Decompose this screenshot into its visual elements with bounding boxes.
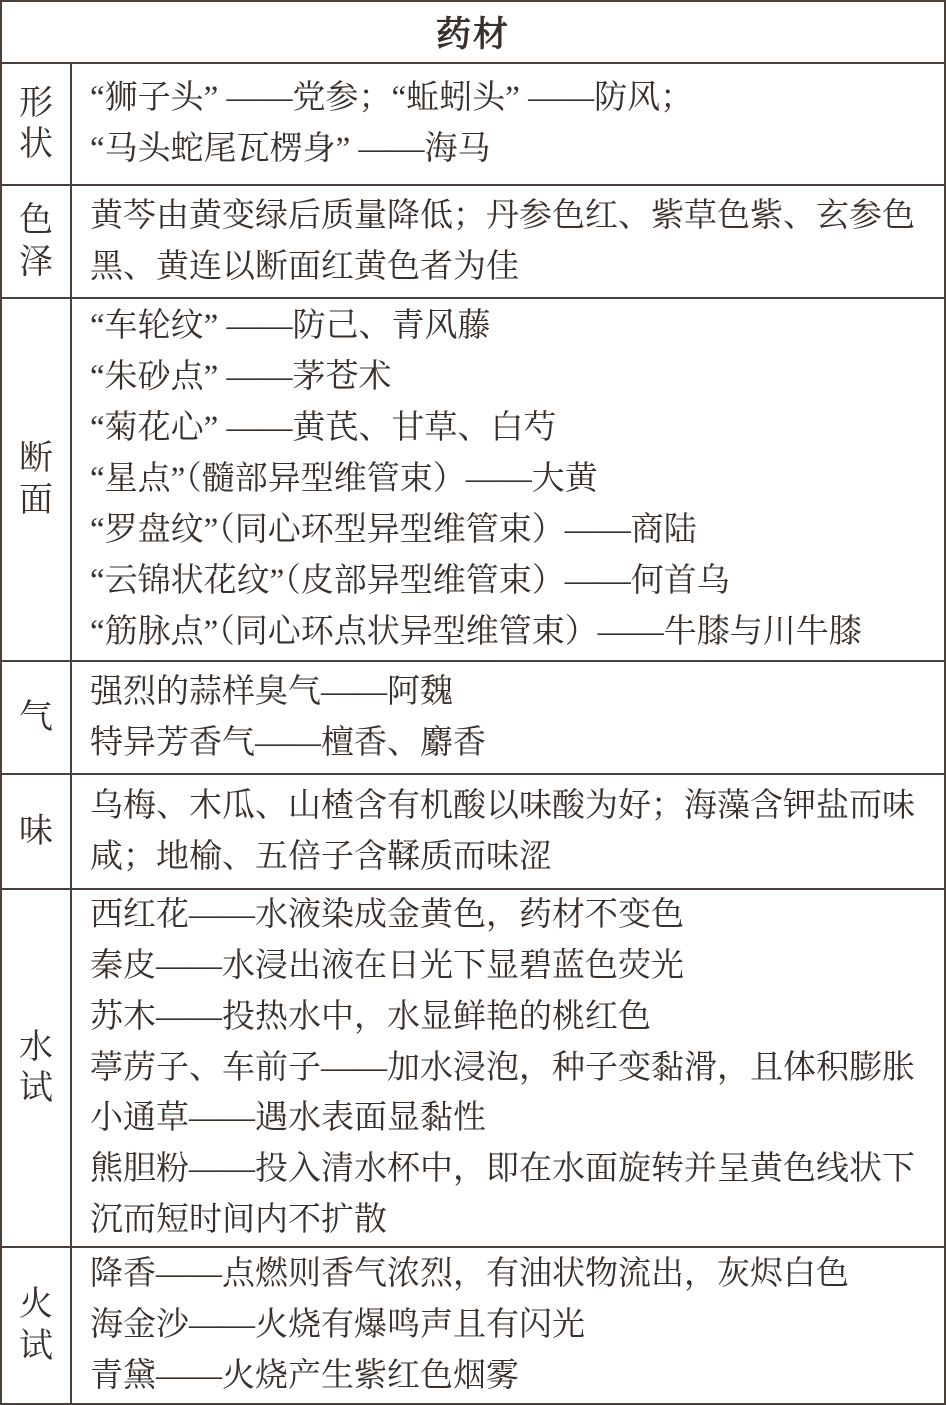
table-row-shape bbox=[2, 62, 944, 184]
table-row-fire-test bbox=[2, 1246, 944, 1403]
row-label-cell bbox=[2, 1248, 72, 1403]
table-row-cross-section bbox=[2, 297, 944, 660]
content-line: “马头蛇尾瓦楞身” ——海马 bbox=[90, 131, 491, 167]
table-row-color bbox=[2, 184, 944, 297]
content-line: 黑、黄连以断面红黄色者为佳 bbox=[90, 248, 519, 285]
content-line: “菊花心” ——黄芪、甘草、白芍 bbox=[90, 410, 557, 446]
row-content-fire-test bbox=[72, 1248, 944, 1403]
row-content-shape bbox=[72, 64, 944, 184]
content-line: 秦皮——水浸出液在日光下显碧蓝色荧光 bbox=[90, 947, 684, 984]
content-line: “云锦状花纹”（皮部异型维管束）——何首乌 bbox=[90, 563, 730, 599]
row-label-water-test: 水试 bbox=[19, 1028, 53, 1107]
content-line: 小通草——遇水表面显黏性 bbox=[90, 1100, 486, 1137]
content-line: 苏木——投热水中，水显鲜艳的桃红色 bbox=[90, 998, 651, 1035]
content-line: “狮子头” ——党参；“蚯蚓头” ——防风； bbox=[90, 80, 694, 116]
row-label-taste: 味 bbox=[19, 812, 53, 850]
row-content-color bbox=[72, 186, 944, 297]
content-line: 特异芳香气——檀香、麝香 bbox=[90, 724, 486, 761]
content-line: 葶苈子、车前子——加水浸泡，种子变黏滑，且体积膨胀 bbox=[90, 1049, 915, 1086]
table-row-smell bbox=[2, 660, 944, 773]
content-line: 黄芩由黄变绿后质量降低；丹参色红、紫草色紫、玄参色 bbox=[90, 197, 915, 234]
content-line: 熊胆粉——投入清水杯中，即在水面旋转并呈黄色线状下 bbox=[90, 1151, 915, 1188]
row-label-cross-section: 断面 bbox=[19, 440, 53, 519]
content-line: “筋脉点”（同心环点状异型维管束）——牛膝与川牛膝 bbox=[90, 614, 862, 650]
row-label-fire-test: 火试 bbox=[19, 1286, 53, 1365]
table-title: 药材 bbox=[435, 15, 510, 54]
row-label-color: 色泽 bbox=[19, 202, 53, 281]
content-line: “朱砂点” ——茅苍术 bbox=[90, 359, 392, 395]
row-label-smell: 气 bbox=[19, 698, 53, 736]
content-line: 强烈的蒜样臭气——阿魏 bbox=[90, 673, 453, 710]
table-row-taste bbox=[2, 773, 944, 888]
content-line: 降香——点燃则香气浓烈，有油状物流出，灰烬白色 bbox=[90, 1256, 849, 1292]
content-line: “星点”（髓部异型维管束）——大黄 bbox=[90, 461, 598, 497]
row-content-cross-section bbox=[72, 299, 944, 660]
row-label-cell bbox=[2, 64, 72, 184]
row-label-cell bbox=[2, 662, 72, 773]
row-content-taste bbox=[72, 775, 944, 888]
table-header bbox=[2, 2, 944, 62]
content-line: 西红花——水液染成金黄色，药材不变色 bbox=[90, 897, 684, 933]
row-label-cell bbox=[2, 186, 72, 297]
row-label-cell bbox=[2, 890, 72, 1246]
row-content-smell bbox=[72, 662, 944, 773]
content-line: “车轮纹” ——防己、青风藤 bbox=[90, 308, 491, 344]
content-line: 咸；地榆、五倍子含鞣质而味涩 bbox=[90, 838, 552, 875]
content-line: 沉而短时间内不扩散 bbox=[90, 1202, 387, 1239]
content-line: “罗盘纹”（同心环型异型维管束）——商陆 bbox=[90, 512, 697, 548]
content-line: 乌梅、木瓜、山楂含有机酸以味酸为好；海藻含钾盐而味 bbox=[90, 787, 915, 824]
table-row-water-test bbox=[2, 888, 944, 1246]
row-label-shape: 形状 bbox=[19, 84, 53, 163]
row-label-cell bbox=[2, 299, 72, 660]
row-label-cell bbox=[2, 775, 72, 888]
content-line: 海金沙——火烧有爆鸣声且有闪光 bbox=[90, 1307, 585, 1343]
content-line: 青黛——火烧产生紫红色烟雾 bbox=[90, 1358, 519, 1394]
row-content-water-test bbox=[72, 890, 944, 1246]
